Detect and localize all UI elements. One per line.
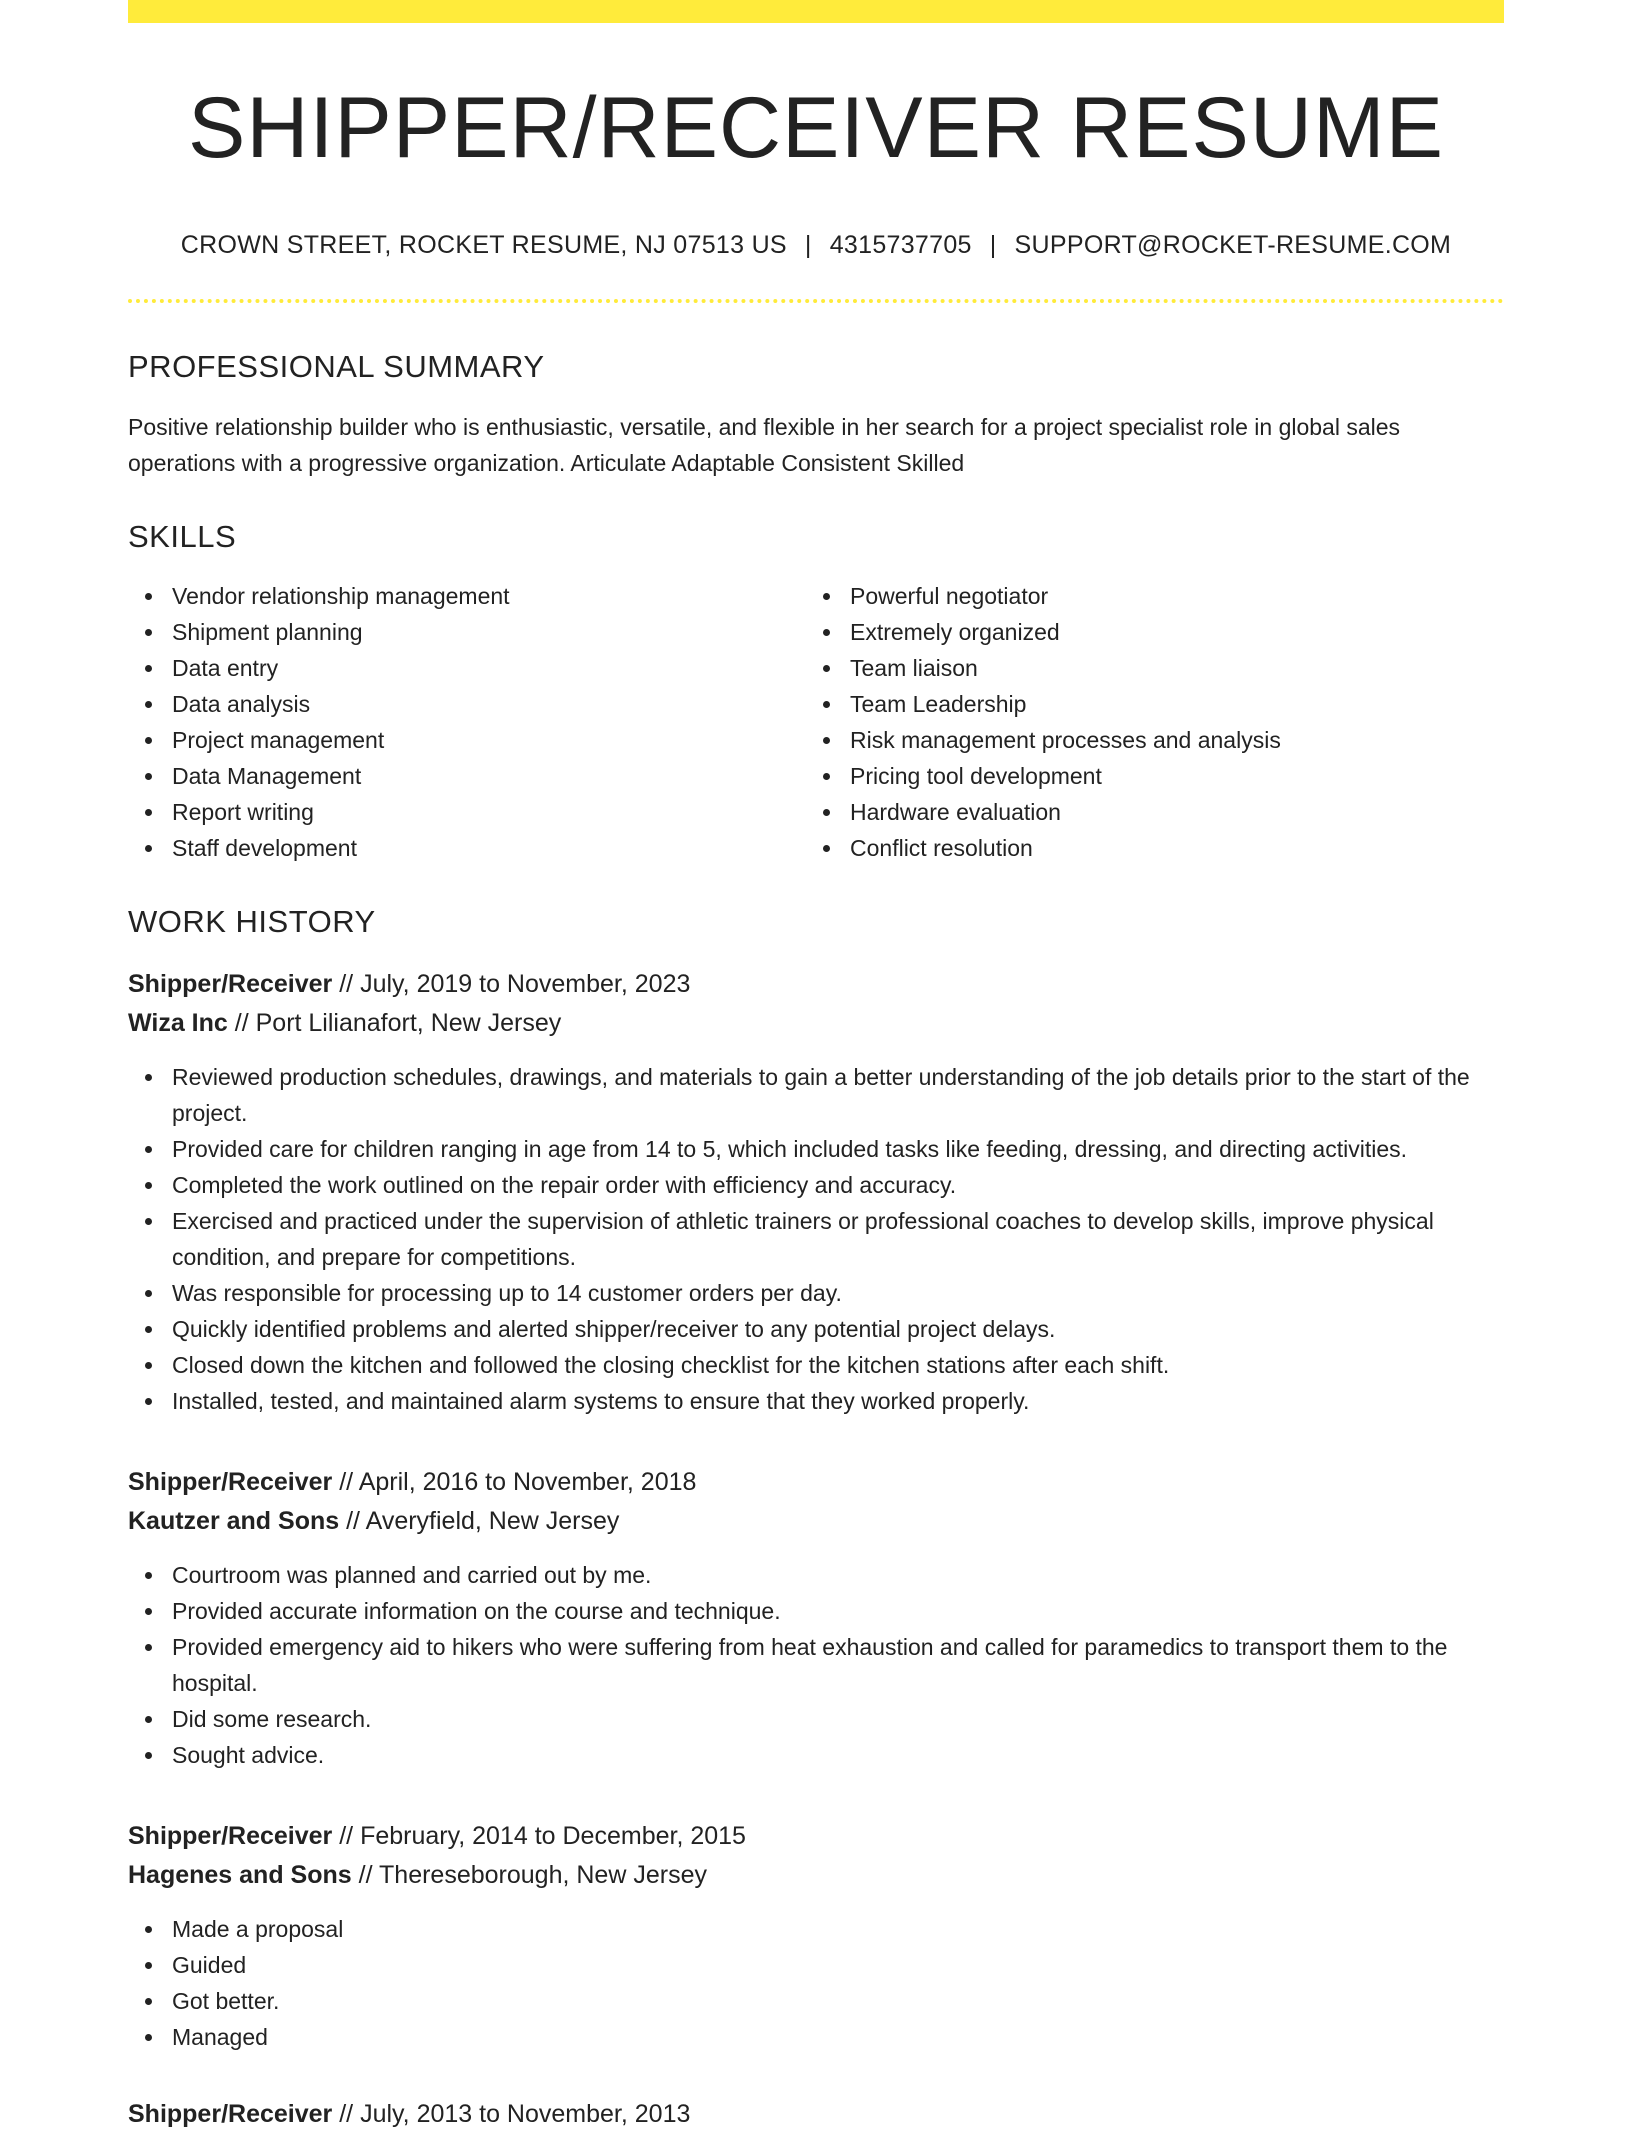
skill-item: Data entry bbox=[128, 650, 806, 686]
job-bullet-list bbox=[128, 1557, 1504, 1773]
job-bullet: Reviewed production schedules, drawings, and materials to gain a better understanding of the job details prior to the start of the project. bbox=[128, 1059, 1504, 1131]
job-bullet: Made a proposal bbox=[128, 1911, 1504, 1947]
job-bullet: Completed the work outlined on the repair order with efficiency and accuracy. bbox=[128, 1167, 1504, 1203]
job-dates: February, 2014 to December, 2015 bbox=[360, 1822, 746, 1850]
work-history-heading: WORK HISTORY bbox=[128, 904, 376, 939]
job-bullet: Was responsible for processing up to 14 customer orders per day. bbox=[128, 1275, 1504, 1311]
job-bullet: Courtroom was planned and carried out by me. bbox=[128, 1557, 1504, 1593]
job-bullet: Got better. bbox=[128, 1983, 1504, 2019]
contact-separator: | bbox=[804, 231, 812, 259]
contact-email: SUPPORT@ROCKET-RESUME.COM bbox=[1014, 231, 1452, 259]
skill-item: Pricing tool development bbox=[806, 758, 1484, 794]
job-role: Shipper/Receiver bbox=[128, 1822, 333, 1850]
skill-item: Hardware evaluation bbox=[806, 794, 1484, 830]
job-dates: April, 2016 to November, 2018 bbox=[358, 1468, 697, 1496]
skill-item: Data Management bbox=[128, 758, 806, 794]
job-separator: // bbox=[346, 1507, 361, 1535]
skill-item: Data analysis bbox=[128, 686, 806, 722]
job-dates: July, 2019 to November, 2023 bbox=[360, 970, 691, 998]
job-bullet: Provided care for children ranging in age from 14 to 5, which included tasks like feeding, dressing, and directing activities. bbox=[128, 1131, 1504, 1167]
job-company: Wiza Inc bbox=[128, 1009, 228, 1037]
job-location: Thereseborough, New Jersey bbox=[379, 1861, 707, 1889]
job-company: Hagenes and Sons bbox=[128, 1861, 352, 1889]
job-entry bbox=[128, 965, 1504, 1419]
skill-item: Team Leadership bbox=[806, 686, 1484, 722]
job-title-line bbox=[128, 1463, 1504, 1502]
job-location: Port Lilianafort, New Jersey bbox=[255, 1009, 562, 1037]
job-entry bbox=[128, 2095, 1504, 2134]
job-bullet: Provided emergency aid to hikers who were suffering from heat exhaustion and called for paramedics to transport them to the hospital. bbox=[128, 1629, 1504, 1701]
job-bullet: Exercised and practiced under the supervision of athletic trainers or professional coaches to develop skills, improve physical condition, and prepare for competitions. bbox=[128, 1203, 1504, 1275]
skill-item: Risk management processes and analysis bbox=[806, 722, 1484, 758]
job-separator: // bbox=[339, 970, 354, 998]
job-separator: // bbox=[339, 2100, 354, 2128]
job-bullet: Provided accurate information on the course and technique. bbox=[128, 1593, 1504, 1629]
job-entry bbox=[128, 1817, 1504, 2055]
skill-item: Project management bbox=[128, 722, 806, 758]
job-bullet-list bbox=[128, 1911, 1504, 2055]
job-title-line bbox=[128, 1817, 1504, 1856]
job-bullet-list bbox=[128, 1059, 1504, 1419]
summary-text: Positive relationship builder who is enthusiastic, versatile, and flexible in her search for a project specialist role in global sales operations with a progressive organization. Articulate Adaptable Consistent Skilled bbox=[128, 414, 1401, 476]
skill-item: Report writing bbox=[128, 794, 806, 830]
contact-line bbox=[128, 233, 1504, 258]
job-company-line bbox=[128, 1502, 1504, 1541]
skill-item: Vendor relationship management bbox=[128, 578, 806, 614]
job-dates: July, 2013 to November, 2013 bbox=[360, 2100, 691, 2128]
job-title-line bbox=[128, 2095, 1504, 2134]
job-bullet: Installed, tested, and maintained alarm systems to ensure that they worked properly. bbox=[128, 1383, 1504, 1419]
skills-heading: SKILLS bbox=[128, 519, 237, 554]
job-company: Kautzer and Sons bbox=[128, 1507, 340, 1535]
skills-right-list bbox=[806, 578, 1484, 866]
job-bullet: Quickly identified problems and alerted shipper/receiver to any potential project delays. bbox=[128, 1311, 1504, 1347]
job-separator: // bbox=[234, 1009, 249, 1037]
contact-separator: | bbox=[989, 231, 997, 259]
job-separator: // bbox=[339, 1468, 354, 1496]
job-role: Shipper/Receiver bbox=[128, 1468, 333, 1496]
job-location: Averyfield, New Jersey bbox=[365, 1507, 620, 1535]
job-role: Shipper/Receiver bbox=[128, 970, 333, 998]
job-bullet: Did some research. bbox=[128, 1701, 1504, 1737]
skill-item: Powerful negotiator bbox=[806, 578, 1484, 614]
job-company-line bbox=[128, 1004, 1504, 1043]
job-bullet: Sought advice. bbox=[128, 1737, 1504, 1773]
resume-title: SHIPPER/RECEIVER RESUME bbox=[188, 80, 1444, 176]
contact-phone: 4315737705 bbox=[829, 231, 972, 259]
skill-item: Staff development bbox=[128, 830, 806, 866]
job-bullet: Closed down the kitchen and followed the closing checklist for the kitchen stations after each shift. bbox=[128, 1347, 1504, 1383]
top-accent-bar bbox=[128, 0, 1504, 23]
skill-item: Team liaison bbox=[806, 650, 1484, 686]
job-separator: // bbox=[358, 1861, 373, 1889]
job-title-line bbox=[128, 965, 1504, 1004]
skills-columns bbox=[128, 578, 1504, 866]
job-separator: // bbox=[339, 1822, 354, 1850]
job-entry bbox=[128, 1463, 1504, 1773]
skill-item: Conflict resolution bbox=[806, 830, 1484, 866]
contact-address: CROWN STREET, ROCKET RESUME, NJ 07513 US bbox=[180, 231, 787, 259]
job-bullet: Managed bbox=[128, 2019, 1504, 2055]
skill-item: Shipment planning bbox=[128, 614, 806, 650]
job-bullet: Guided bbox=[128, 1947, 1504, 1983]
summary-heading: PROFESSIONAL SUMMARY bbox=[128, 349, 545, 384]
resume-page bbox=[128, 0, 1504, 2134]
header-divider bbox=[128, 299, 1504, 303]
skills-left-list bbox=[128, 578, 806, 866]
skill-item: Extremely organized bbox=[806, 614, 1484, 650]
job-role: Shipper/Receiver bbox=[128, 2100, 333, 2128]
job-company-line bbox=[128, 1856, 1504, 1895]
